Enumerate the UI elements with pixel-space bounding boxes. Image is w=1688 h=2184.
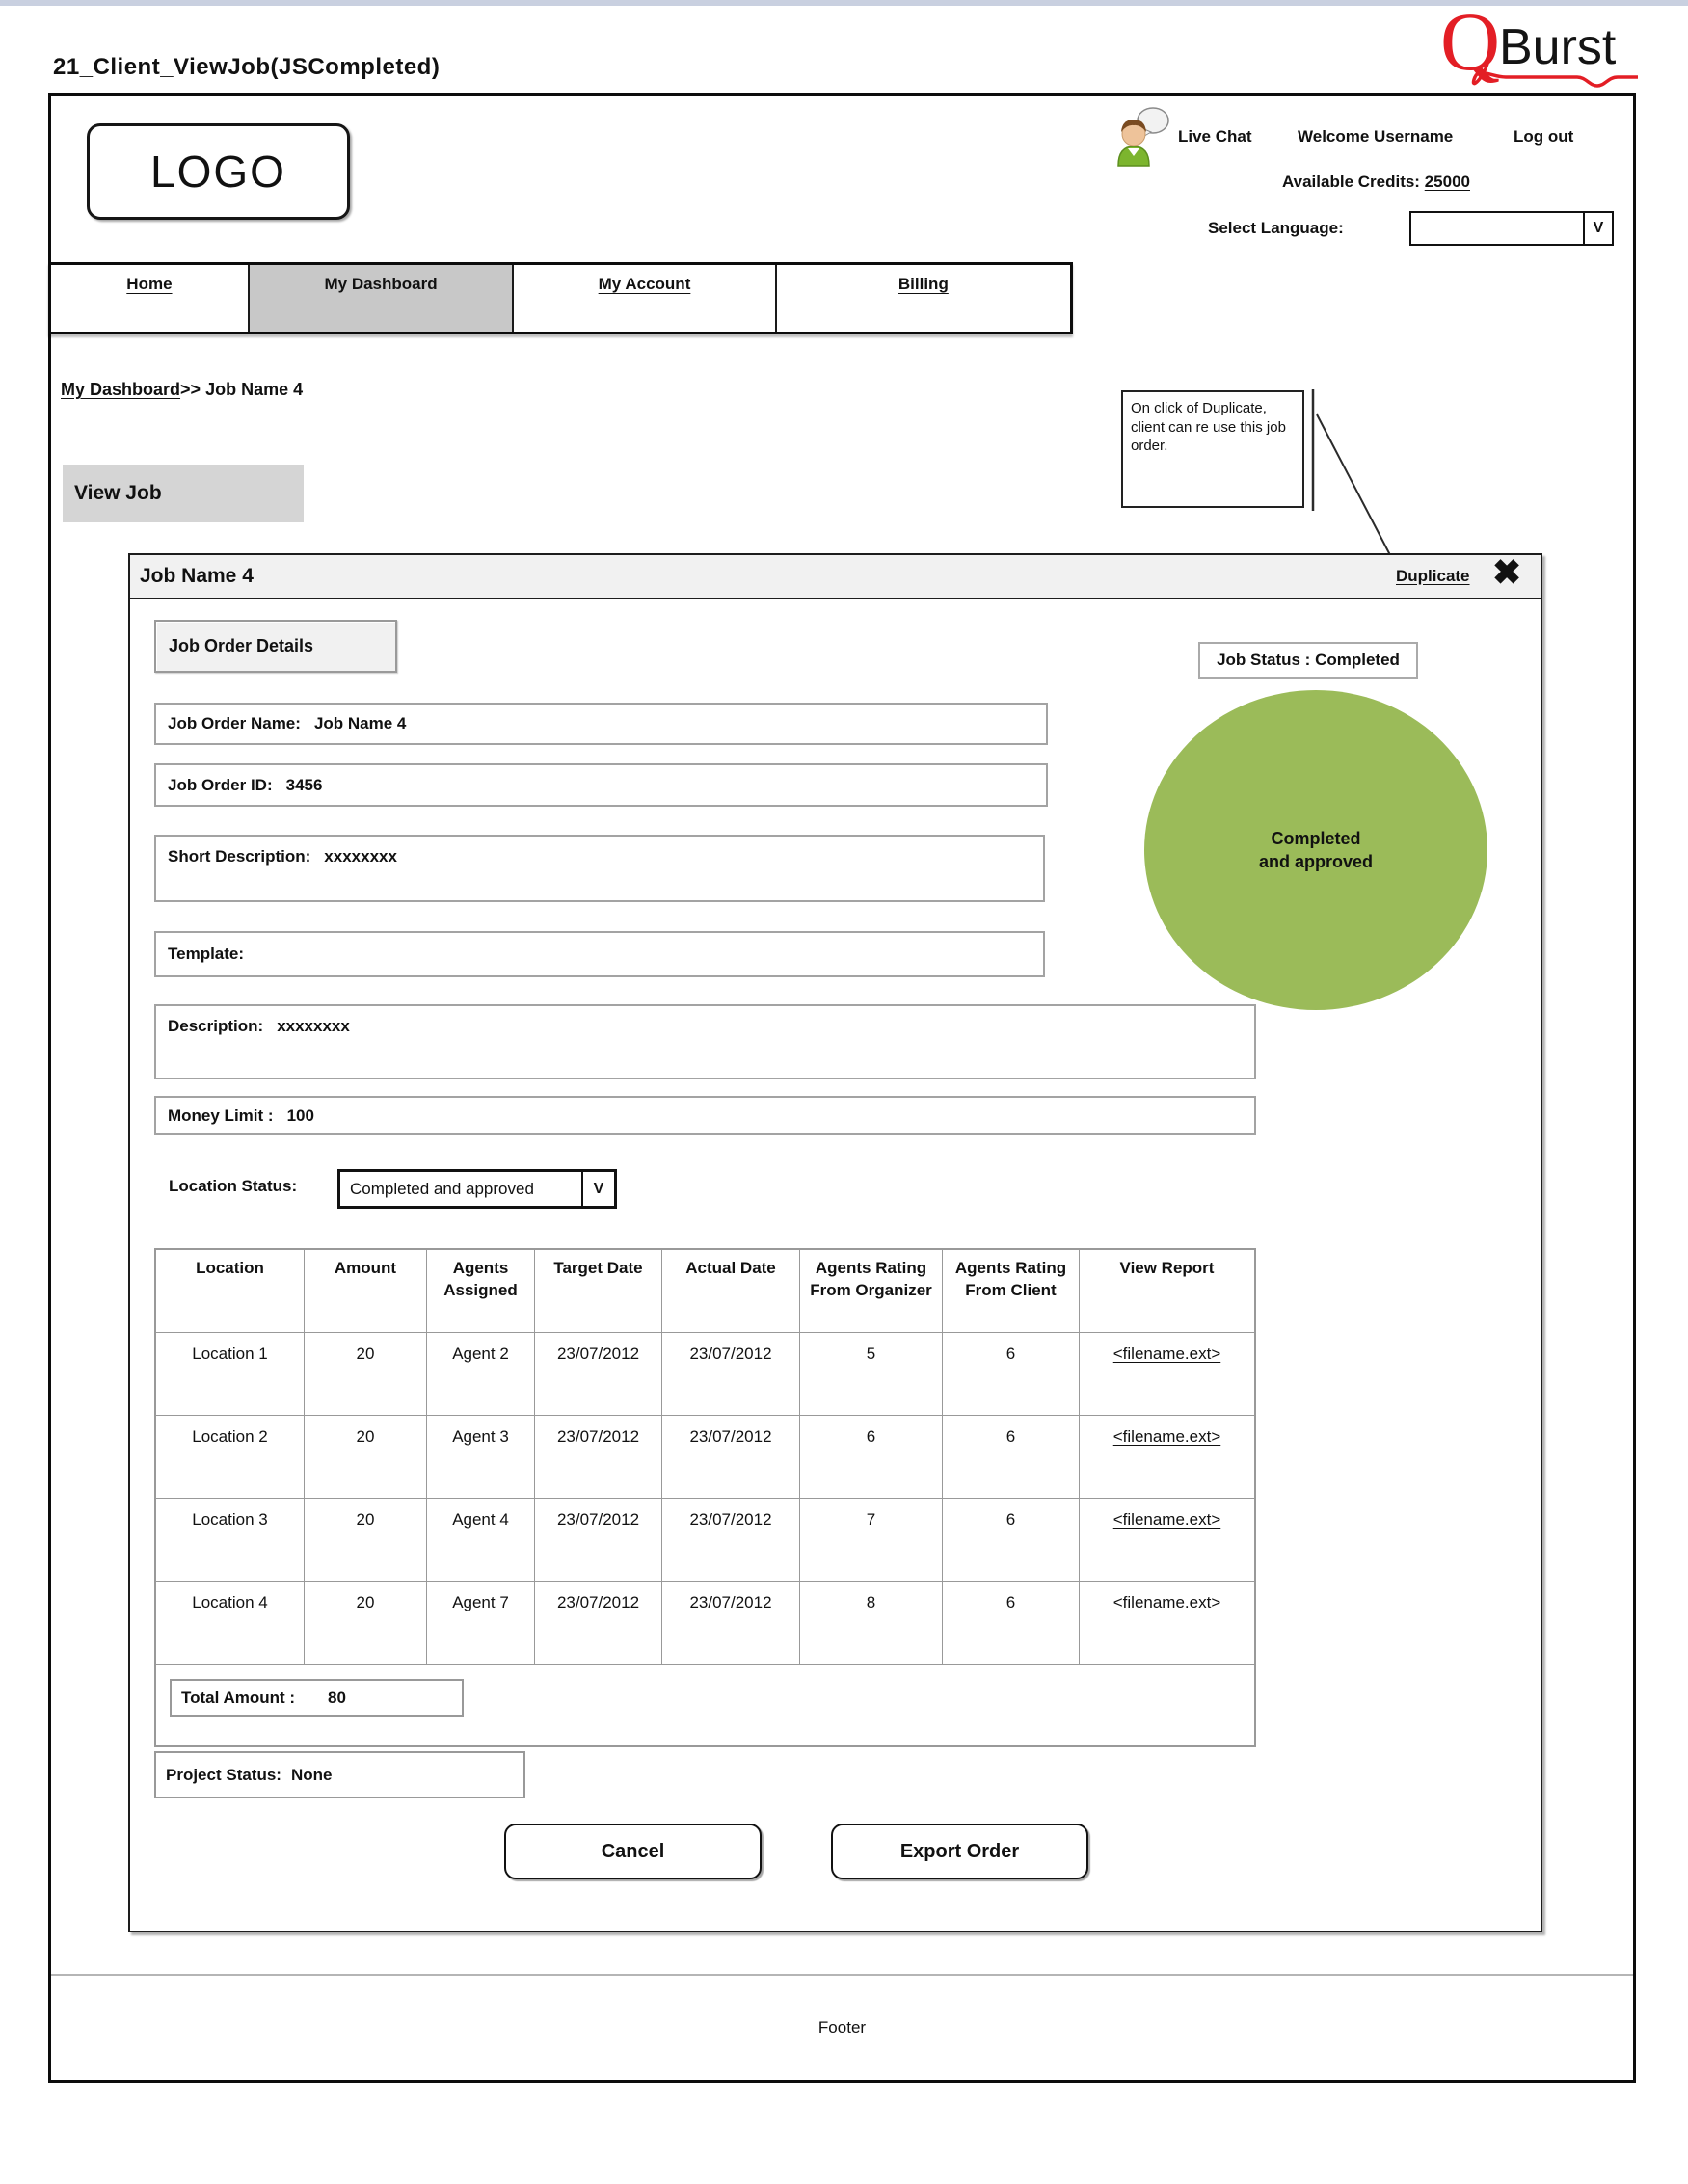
site-logo-text: LOGO bbox=[150, 146, 286, 197]
job-order-details-label bbox=[154, 620, 397, 673]
logout-link[interactable]: Log out bbox=[1514, 127, 1574, 146]
field-description-label: Description: bbox=[168, 1017, 264, 1035]
welcome-username-label: Welcome Username bbox=[1298, 127, 1454, 146]
tab-my-account-label: My Account bbox=[598, 275, 691, 293]
language-dropdown[interactable] bbox=[1409, 211, 1614, 246]
cancel-button-label: Cancel bbox=[601, 1840, 665, 1862]
table-cell: Agent 4 bbox=[427, 1499, 535, 1582]
table-cell: 23/07/2012 bbox=[662, 1582, 800, 1665]
col-header-location: Location bbox=[156, 1250, 305, 1333]
status-circle-line2: and approved bbox=[1258, 852, 1374, 871]
site-logo bbox=[87, 123, 350, 220]
tab-home-label: Home bbox=[126, 275, 173, 293]
tab-my-dashboard[interactable] bbox=[250, 265, 514, 332]
qburst-name: Burst bbox=[1499, 19, 1617, 75]
available-credits-label: Available Credits: bbox=[1282, 173, 1420, 191]
col-header-target-date: Target Date bbox=[535, 1250, 662, 1333]
status-circle-line1: Completed bbox=[1271, 828, 1361, 848]
field-short-description bbox=[154, 835, 1045, 902]
view-report-link[interactable]: <filename.ext> bbox=[1080, 1582, 1254, 1665]
breadcrumb-separator: >> bbox=[180, 380, 201, 399]
table-cell: 6 bbox=[943, 1416, 1080, 1499]
breadcrumb-dashboard-link[interactable]: My Dashboard bbox=[61, 380, 181, 399]
table-cell: 23/07/2012 bbox=[535, 1582, 662, 1665]
qburst-logo bbox=[1434, 2, 1642, 91]
total-amount-label: Total Amount : bbox=[181, 1688, 296, 1707]
select-language-label: Select Language: bbox=[1208, 219, 1344, 237]
tab-home[interactable] bbox=[51, 265, 250, 332]
table-cell: Location 3 bbox=[156, 1499, 305, 1582]
annotation-text: On click of Duplicate, client can re use this job order. bbox=[1131, 400, 1286, 454]
table-cell: 20 bbox=[305, 1333, 427, 1416]
project-status-label: Project Status: bbox=[166, 1765, 281, 1784]
col-header-amount: Amount bbox=[305, 1250, 427, 1333]
field-job-order-name-label: Job Order Name: bbox=[168, 714, 301, 732]
field-template-label: Template: bbox=[168, 945, 245, 963]
table-cell: 23/07/2012 bbox=[535, 1416, 662, 1499]
tab-my-dashboard-label: My Dashboard bbox=[324, 275, 438, 293]
breadcrumb bbox=[61, 380, 303, 400]
table-cell: 23/07/2012 bbox=[662, 1333, 800, 1416]
table-cell: Agent 3 bbox=[427, 1416, 535, 1499]
export-order-button[interactable] bbox=[831, 1824, 1088, 1879]
locations-table bbox=[154, 1248, 1256, 1747]
project-status-box bbox=[154, 1751, 525, 1798]
project-status-value: None bbox=[290, 1765, 333, 1784]
field-short-description-label: Short Description: bbox=[168, 847, 311, 866]
field-template bbox=[154, 931, 1045, 977]
page-heading bbox=[63, 465, 304, 522]
table-cell: Location 4 bbox=[156, 1582, 305, 1665]
breadcrumb-current: Job Name 4 bbox=[205, 380, 304, 399]
status-circle bbox=[1144, 690, 1487, 1010]
table-cell: Agent 7 bbox=[427, 1582, 535, 1665]
table-cell: 20 bbox=[305, 1499, 427, 1582]
available-credits-value[interactable]: 25000 bbox=[1424, 173, 1470, 191]
page-heading-label: View Job bbox=[74, 482, 162, 504]
chevron-down-icon[interactable]: V bbox=[1583, 213, 1612, 244]
location-status-value: Completed and approved bbox=[350, 1179, 534, 1198]
job-status-badge bbox=[1198, 642, 1418, 679]
table-cell: Location 2 bbox=[156, 1416, 305, 1499]
table-cell: 8 bbox=[800, 1582, 943, 1665]
table-cell: 6 bbox=[800, 1416, 943, 1499]
col-header-rating-organizer: Agents Rating From Organizer bbox=[800, 1250, 943, 1333]
table-cell: 23/07/2012 bbox=[535, 1333, 662, 1416]
table-cell: 6 bbox=[943, 1333, 1080, 1416]
total-amount-value: 80 bbox=[328, 1688, 346, 1707]
table-cell: 6 bbox=[943, 1499, 1080, 1582]
col-header-agents-assigned: Agents Assigned bbox=[427, 1250, 535, 1333]
table-cell: 23/07/2012 bbox=[662, 1499, 800, 1582]
duplicate-link[interactable]: Duplicate bbox=[1396, 567, 1470, 585]
table-cell: 5 bbox=[800, 1333, 943, 1416]
main-nav bbox=[48, 262, 1073, 334]
field-job-order-id-label: Job Order ID: bbox=[168, 775, 273, 794]
job-order-details-text: Job Order Details bbox=[169, 636, 314, 655]
table-cell: 20 bbox=[305, 1416, 427, 1499]
page-title: 21_Client_ViewJob(JSCompleted) bbox=[53, 54, 441, 80]
view-report-link[interactable]: <filename.ext> bbox=[1080, 1499, 1254, 1582]
table-cell: 23/07/2012 bbox=[662, 1416, 800, 1499]
col-header-view-report: View Report bbox=[1080, 1250, 1254, 1333]
tab-my-account[interactable] bbox=[514, 265, 776, 332]
location-status-label: Location Status: bbox=[169, 1177, 298, 1195]
table-cell: 7 bbox=[800, 1499, 943, 1582]
table-cell: 6 bbox=[943, 1582, 1080, 1665]
field-description-value: xxxxxxxx bbox=[277, 1017, 350, 1035]
view-report-link[interactable]: <filename.ext> bbox=[1080, 1333, 1254, 1416]
table-cell: 23/07/2012 bbox=[535, 1499, 662, 1582]
field-job-order-name-value: Job Name 4 bbox=[313, 714, 407, 732]
field-description bbox=[154, 1004, 1256, 1079]
col-header-rating-client: Agents Rating From Client bbox=[943, 1250, 1080, 1333]
field-money-limit bbox=[154, 1096, 1256, 1135]
language-dropdown-value bbox=[1411, 213, 1583, 244]
table-cell: Agent 2 bbox=[427, 1333, 535, 1416]
job-status-text: Job Status : Completed bbox=[1217, 651, 1400, 669]
table-cell: Location 1 bbox=[156, 1333, 305, 1416]
field-money-limit-label: Money Limit : bbox=[168, 1105, 274, 1125]
field-job-order-name bbox=[154, 703, 1048, 745]
job-panel-header bbox=[128, 553, 1542, 599]
cancel-button[interactable] bbox=[504, 1824, 762, 1879]
close-icon[interactable]: ✖ bbox=[1492, 552, 1522, 592]
view-report-link[interactable]: <filename.ext> bbox=[1080, 1416, 1254, 1499]
location-status-dropdown[interactable] bbox=[337, 1169, 617, 1209]
table-cell: 20 bbox=[305, 1582, 427, 1665]
job-panel-title: Job Name 4 bbox=[140, 565, 254, 587]
footer-text: Footer bbox=[817, 2018, 867, 2037]
field-short-description-value: xxxxxxxx bbox=[324, 847, 397, 866]
live-chat-avatar-icon[interactable] bbox=[1114, 106, 1170, 168]
chevron-down-icon[interactable]: V bbox=[581, 1172, 614, 1206]
qburst-q: Q bbox=[1440, 2, 1501, 88]
annotation-note bbox=[1121, 390, 1304, 508]
footer bbox=[51, 1974, 1633, 2080]
field-money-limit-value: 100 bbox=[286, 1105, 314, 1125]
total-amount-box bbox=[170, 1679, 464, 1717]
live-chat-link[interactable]: Live Chat bbox=[1178, 127, 1252, 146]
available-credits bbox=[1282, 173, 1470, 192]
tab-billing-label: Billing bbox=[898, 275, 949, 293]
tab-billing[interactable] bbox=[777, 265, 1070, 332]
field-job-order-id bbox=[154, 763, 1048, 807]
col-header-actual-date: Actual Date bbox=[662, 1250, 800, 1333]
field-job-order-id-value: 3456 bbox=[285, 775, 323, 794]
export-order-button-label: Export Order bbox=[899, 1840, 1020, 1862]
